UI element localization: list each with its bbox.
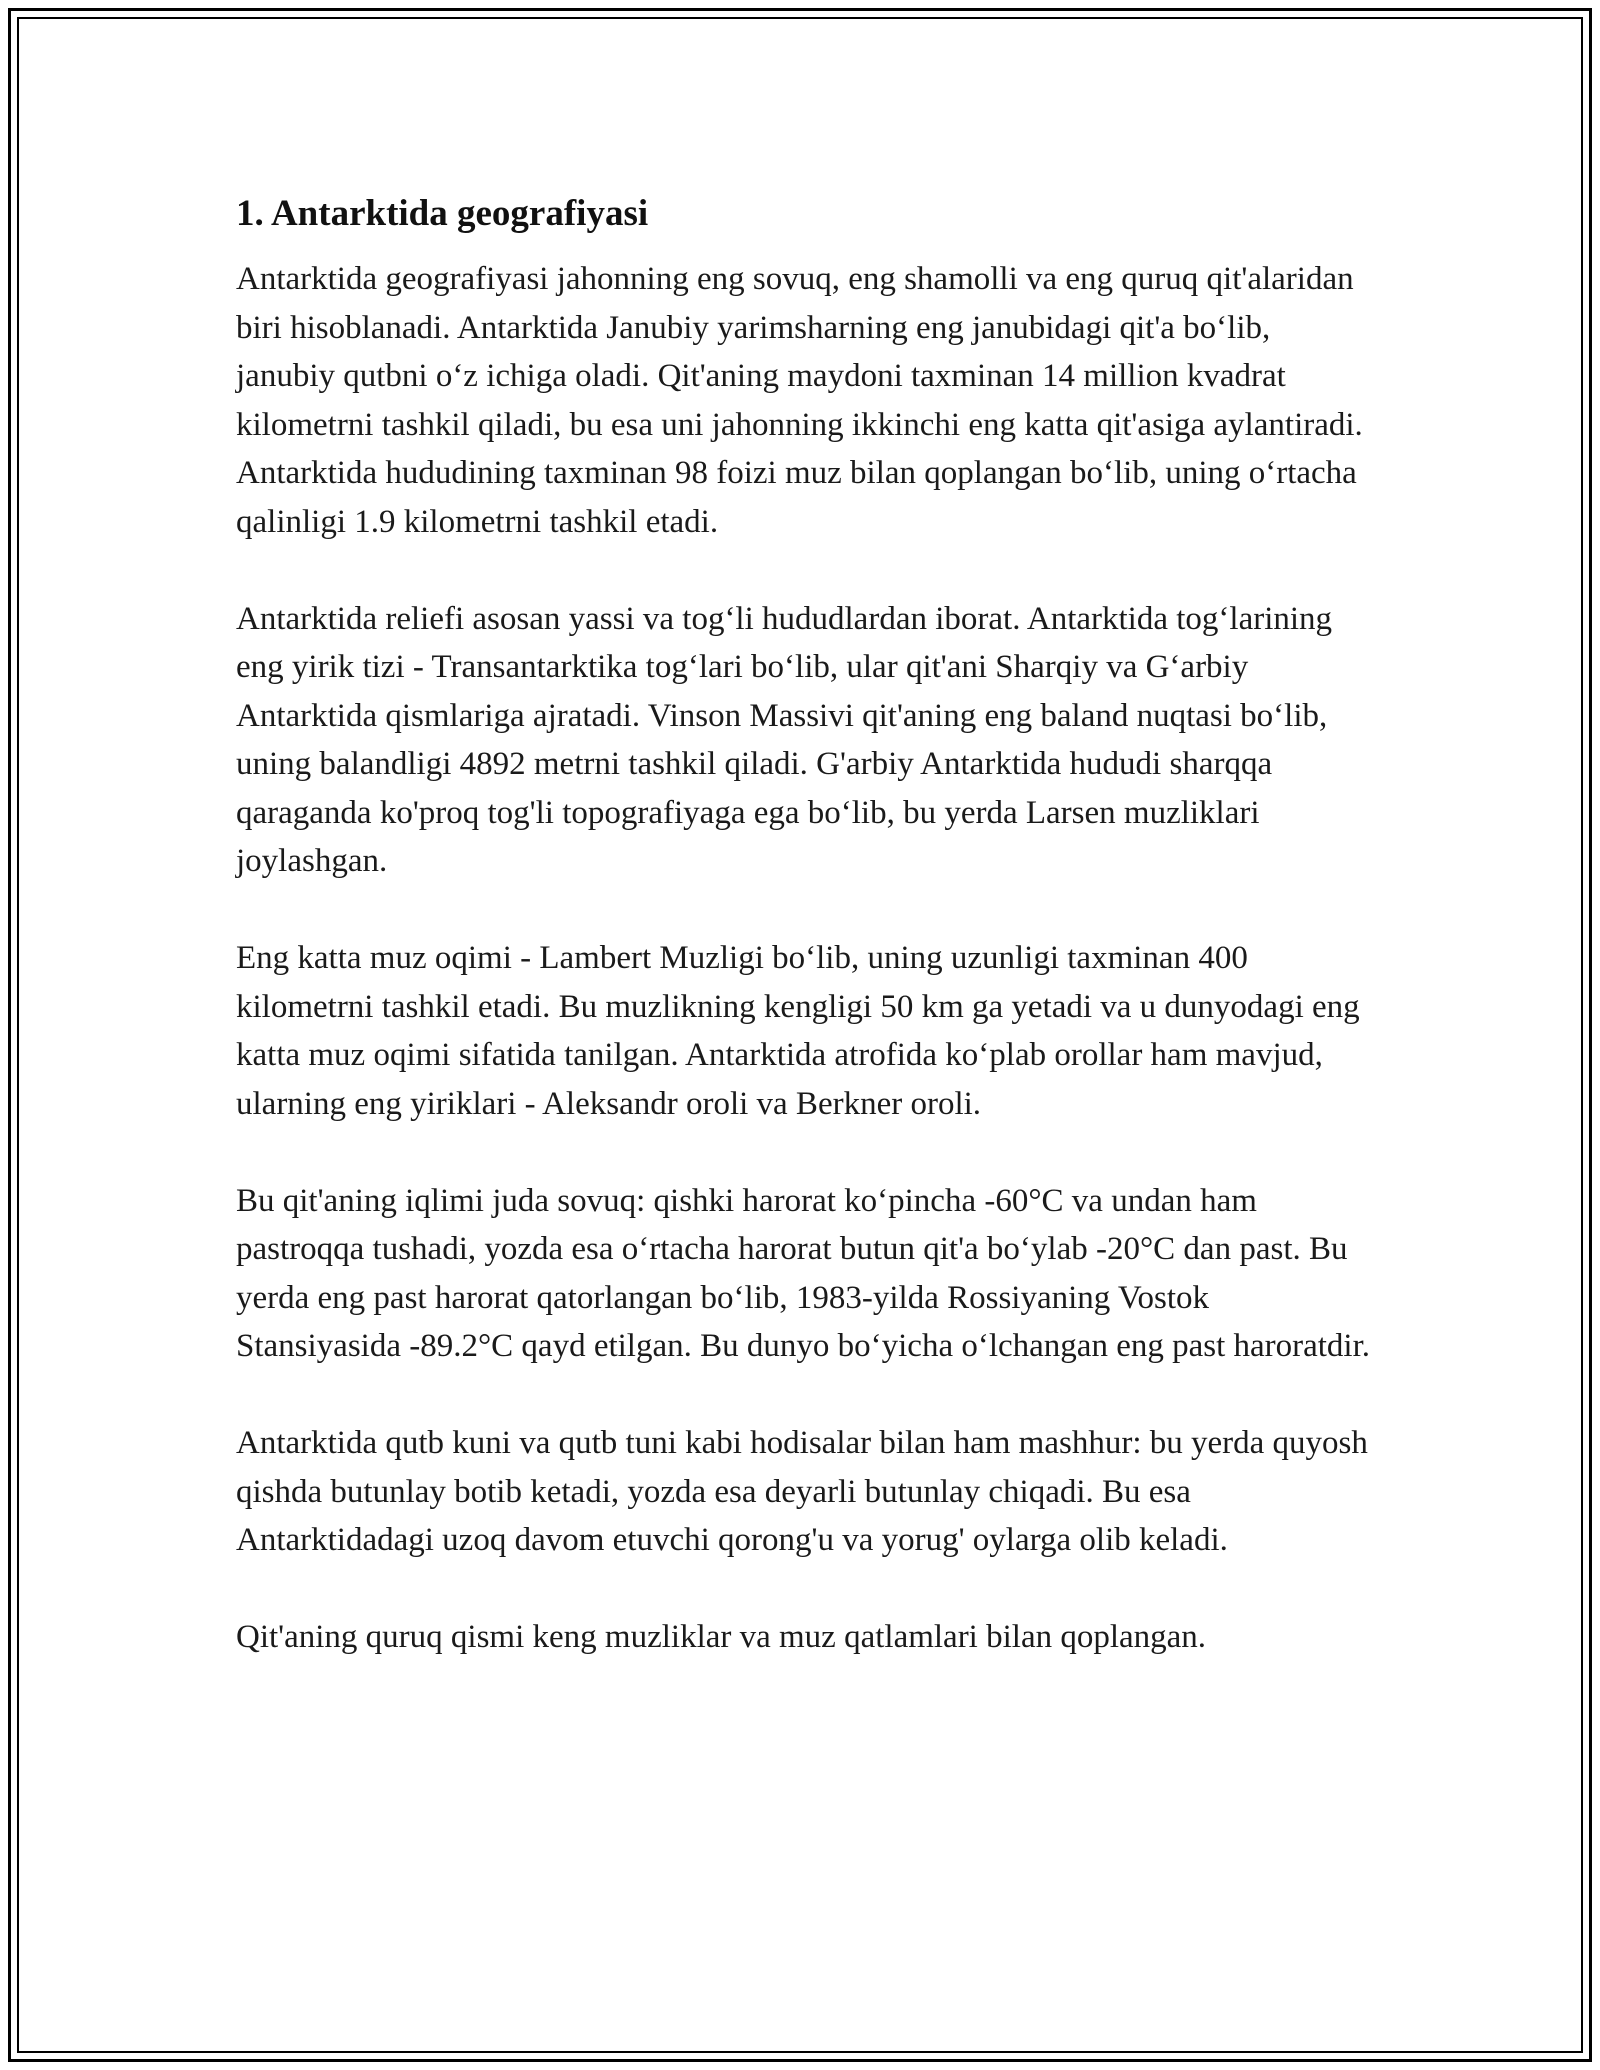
- paragraph-1: Antarktida geografiyasi jahonning eng sovuq, eng shamolli va eng quruq qit'alaridan biri hisoblanadi. Antarktida Janubiy yarimsharning eng janubidagi qit'a bo‘lib, janubiy qutbni o‘z ichiga oladi. Qit'aning maydoni taxminan 14 million kvadrat kilometrni tashkil qiladi, bu esa uni jahonning ikkinchi eng katta qit'asiga aylantiradi. Antarktida hududining taxminan 98 foizi muz bilan qoplangan bo‘lib, uning o‘rtacha qalinligi 1.9 kilometrni tashkil etadi.: [236, 261, 1363, 540]
- paragraph-6: Qit'aning quruq qismi keng muzliklar va muz qatlamlari bilan qoplangan.: [236, 1619, 1207, 1655]
- paragraph-4: Bu qit'aning iqlimi juda sovuq: qishki harorat ko‘pincha -60°C va undan ham pastroqqa tushadi, yozda esa o‘rtacha harorat butun qit'a bo‘ylab -20°C dan past. Bu yerda eng past harorat qatorlangan bo‘lib, 1983-yilda Rossiyaning Vostok Stansiyasida -89.2°C qayd etilgan. Bu dunyo bo‘yicha o‘lchangan eng past haroratdir.: [236, 1182, 1371, 1364]
- paragraph-3: Eng katta muz oqimi - Lambert Muzligi bo‘lib, uning uzunligi taxminan 400 kilometrni tashkil etadi. Bu muzlikning kengligi 50 km ga yetadi va u dunyodagi eng katta muz oqimi sifatida tanilgan. Antarktida atrofida ko‘plab orollar ham mavjud, ularning eng yiriklari - Aleksandr oroli va Berkner oroli.: [236, 940, 1360, 1122]
- paragraph-5: Antarktida qutb kuni va qutb tuni kabi hodisalar bilan ham mashhur: bu yerda quyosh qishda butunlay botib ketadi, yozda esa deyarli butunlay chiqadi. Bu esa Antarktidadagi uzoq davom etuvchi qorong'u va yorug' oylarga olib keladi.: [236, 1425, 1368, 1558]
- document-heading: 1. Antarktida geografiyasi: [236, 193, 649, 234]
- paragraph-2: Antarktida reliefi asosan yassi va tog‘li hududlardan iborat. Antarktida tog‘larining eng yirik tizi - Transantarktika tog‘lari bo‘lib, ular qit'ani Sharqiy va G‘arbiy Antarktida qismlariga ajratadi. Vinson Massivi qit'aning eng baland nuqtasi bo‘lib, uning balandligi 4892 metrni tashkil qiladi. G'arbiy Antarktida hududi sharqqa qaraganda ko'proq tog'li topografiyaga ega bo‘lib, bu yerda Larsen muzliklari joylashgan.: [236, 600, 1333, 879]
- document-body: [236, 185, 1376, 1662]
